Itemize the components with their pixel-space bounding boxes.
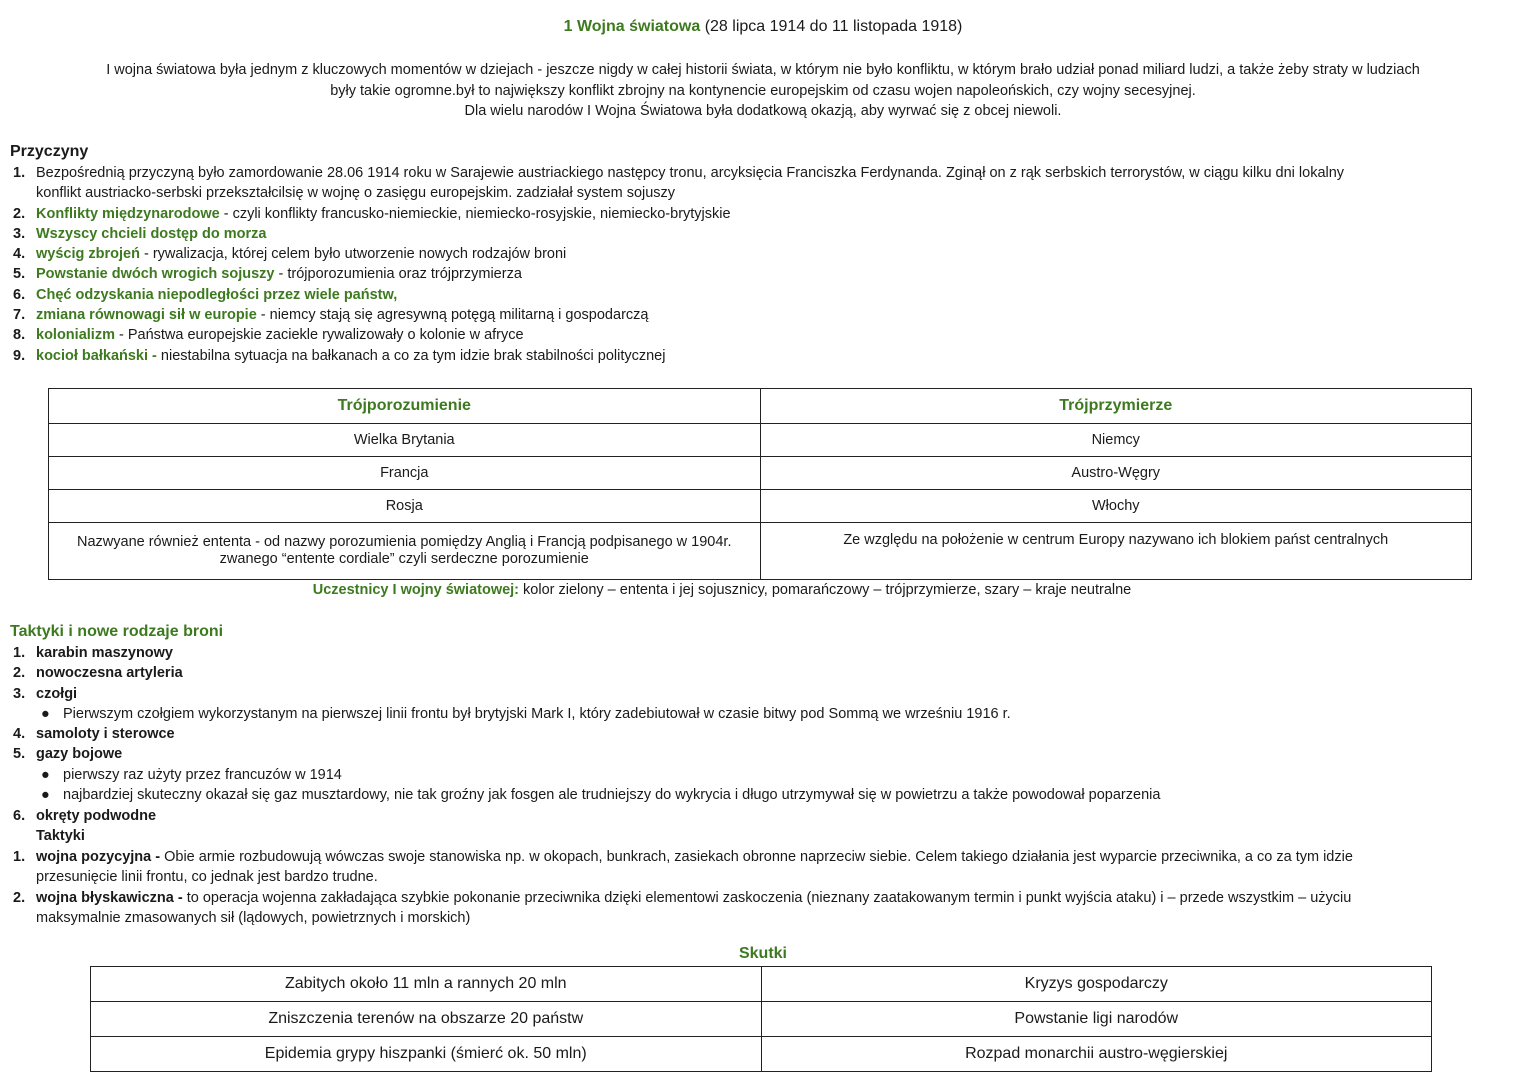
weapons-list (0, 643, 1480, 704)
table-row: Zniszczenia terenów na obszarze 20 państw Powstanie ligi narodów (91, 1002, 1432, 1037)
table-row: Wielka Brytania Niemcy (49, 424, 1472, 457)
tactics-label: Taktyki (36, 828, 85, 845)
list-item: 6. Chęć odzyskania niepodległości przez wiele państw, (13, 286, 398, 303)
list-item: 5. Powstanie dwóch wrogich sojuszy - trójporozumienia oraz trójprzymierza (13, 266, 522, 283)
title-dates: (28 lipca 1914 do 11 listopada 1918) (704, 18, 963, 35)
table-row: Epidemia grypy hiszpanki (śmierć ok. 50 mln) Rozpad monarchii austro-węgierskiej (91, 1037, 1432, 1072)
list-item: 2. Konflikty międzynarodowe - czyli konflikty francusko-niemieckie, niemiecko-rosyjskie, niemiecko-brytyjskie (13, 205, 731, 222)
effects-table (90, 966, 1432, 1072)
title-main: 1 Wojna światowa (563, 18, 701, 35)
weapons-list-end (0, 806, 156, 847)
list-item: ● najbardziej skuteczny okazał się gaz musztardowy, nie tak groźny jak fosgen ale trudniejszy do wykrycia i długo utrzymywał się w powietrzu a także powodował poparzenia (41, 787, 1161, 804)
alliances-table (48, 388, 1472, 580)
list-item: 3. Wszyscy chcieli dostęp do morza (13, 225, 267, 242)
participants-caption: Uczestnicy I wojny światowej: kolor zielony – ententa i jej sojusznicy, pomarańczowy – trójprzymierze, szary – kraje neutralne (312, 582, 1132, 598)
causes-heading: Przyczyny (10, 143, 89, 160)
effects-heading: Skutki (738, 945, 787, 962)
list-item: 1. Bezpośrednią przyczyną było zamordowanie 28.06 1914 roku w Sarajewie austriackiego następcy tronu, arcyksięcia Franciszka Ferdynanda. Zginął on z rąk serbskich terrorystów, w ciągu kilku dni lokalny konflikt austriacko-serbski przekształcilsię w wojnę o zasięgu europejskim. zadziałał system sojuszy (13, 165, 1345, 202)
list-item: 5. gazy bojowe (13, 746, 123, 763)
list-item: 1. wojna pozycyjna - Obie armie rozbudowują wówczas swoje stanowiska np. w okopach, bunkrach, zasiekach obronne naprzeciw siebie. Celem takiego działania jest wyparcie przeciwnika, a co za tym idzie przesunięcie linii frontu, co jednak jest bardzo trudne. (13, 849, 1353, 886)
header-entente: Trójporozumienie (49, 389, 761, 424)
list-item: ● Pierwszym czołgiem wykorzystanym na pierwszej linii frontu był brytyjski Mark I, który zadebiutował w czasie bitwy pod Sommą we wrześniu 1916 r. (41, 706, 1011, 722)
table-row: Rosja Włochy (49, 490, 1472, 523)
list-item: 4. wyścig zbrojeń - rywalizacja, której celem było utworzenie nowych rodzajów broni (13, 246, 567, 263)
list-item: 9. kocioł bałkański - niestabilna sytuacja na bałkanach a co za tym idzie brak stabilności politycznej (13, 347, 666, 364)
list-item: 8. kolonializm - Państwa europejskie zaciekle rywalizowały o kolonie w afryce (13, 327, 524, 344)
list-item: ● pierwszy raz użyty przez francuzów w 1914 (41, 767, 342, 783)
table-row: Nazwyane również ententa - od nazwy porozumienia pomiędzy Anglią i Francją podpisanego w 1904r. zwanego “entente cordiale” czyli serdeczne porozumienie Ze względu na położenie w centrum Europy nazywano ich blokiem państ centralnych (49, 523, 1472, 580)
intro-paragraph (0, 60, 1526, 122)
tanks-notes (0, 704, 1011, 724)
list-item: 1. karabin maszynowy (13, 645, 173, 661)
page-title (0, 18, 1526, 36)
list-item: 6. okręty podwodne (13, 808, 157, 824)
tactics-list (0, 847, 1480, 928)
list-item: 7. zmiana równowagi sił w europie - niemcy stają się agresywną potęgą militarną i gospodarczą (13, 307, 649, 324)
gas-notes (0, 765, 1160, 806)
list-item: 3. czołgi (13, 685, 78, 702)
intro-line: Dla wielu narodów I Wojna Światowa była dodatkową okazją, aby wyrwać się z obcej niewoli. (464, 103, 1062, 119)
table-row: Zabitych około 11 mln a rannych 20 mln Kryzys gospodarczy (91, 967, 1432, 1002)
weapons-heading: Taktyki i nowe rodzaje broni (10, 623, 224, 640)
table-row: Francja Austro-Węgry (49, 457, 1472, 490)
list-item: 2. nowoczesna artyleria (13, 665, 183, 682)
list-item: 2. wojna błyskawiczna - to operacja wojenna zakładająca szybkie pokonanie przeciwnika dzięki elementowi zaskoczenia (nieznany zaatakowanym termin i punkt wyjścia ataku) i – przede wszystkim – użyciu maksymalnie zmasowanych sił (lądowych, powietrznych i morskich) (13, 889, 1352, 926)
intro-line: były takie ogromne.był to największy konflikt zbrojny na kontynencie europejskim od czasu wojen napoleońskich, czy wojny secesyjnej. (330, 82, 1196, 99)
causes-list (0, 163, 1480, 366)
weapons-list-cont (0, 724, 175, 765)
list-item (0, 826, 156, 846)
header-central: Trójprzymierze (760, 389, 1472, 424)
list-item: 4. samoloty i sterowce (13, 726, 175, 742)
intro-line: I wojna światowa była jednym z kluczowych momentów w dziejach - jeszcze nigdy w całej historii świata, w którym nie było konfliktu, w którym brało udział ponad miliard ludzi, a także żeby straty w ludziach (106, 62, 1420, 78)
